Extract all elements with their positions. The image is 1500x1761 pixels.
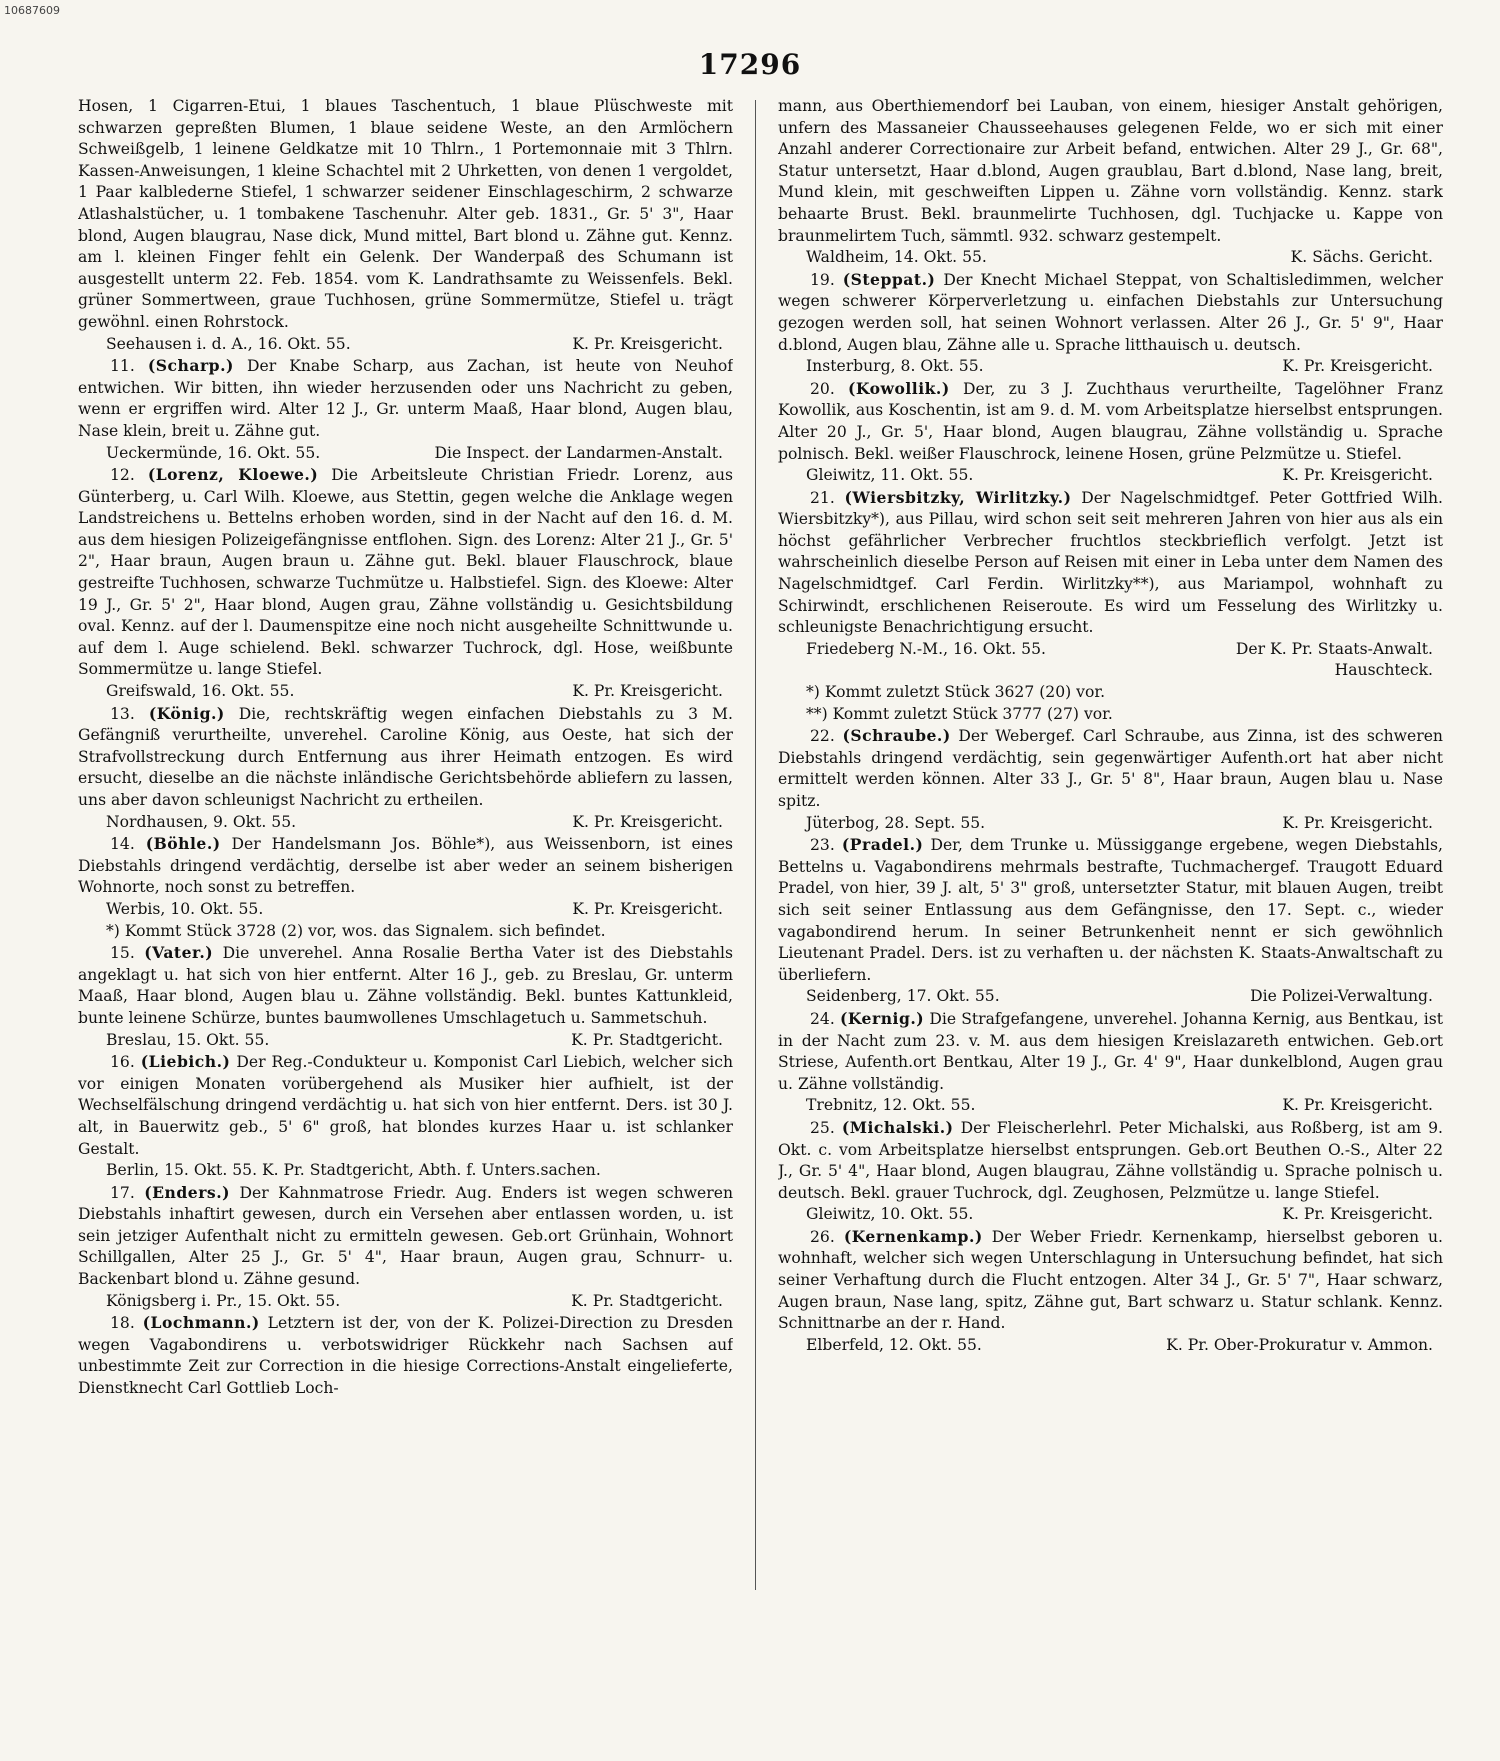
notice-entry: [778, 269, 1443, 356]
signature-place: Werbis, 10. Okt. 55.: [106, 899, 264, 918]
signature-place: Seehausen i. d. A., 16. Okt. 55.: [106, 334, 351, 353]
scan-id: 10687609: [4, 4, 60, 17]
notice-entry: [78, 464, 733, 681]
signature-authority: K. Pr. Kreisgericht.: [1282, 1205, 1433, 1224]
entry-name: (Lochmann.): [142, 1313, 260, 1333]
notice-entry: [778, 1226, 1443, 1335]
signature-place: Insterburg, 8. Okt. 55.: [806, 357, 984, 376]
signature-line: [778, 639, 1443, 661]
entry-text: Der Handelsmann Jos. Böhle*), aus Weissenborn, ist eines Diebstahls dringend verdächtig, derselbe ist aber weder an seinem bisherigen Wohnorte, noch sonst zu betreffen.: [78, 835, 733, 897]
entry-number: 24.: [810, 1009, 835, 1028]
entry-text: Der Weber Friedr. Kernenkamp, hierselbst geboren u. wohnhaft, welcher sich wegen Unterschlagung in Untersuchung befindet, hat sich seiner Verhaftung durch die Flucht entzogen. Alter 34 J., Gr. 5' 7", Haar schwarz, Augen braun, Nase lang, spitz, Zähne gut, Bart schwarz u. Statur schlank. Kennz. Schnittnarbe an der r. Hand.: [778, 1227, 1443, 1333]
signature-place: Berlin, 15. Okt. 55. K. Pr. Stadtgericht, Abth. f. Unters.sachen.: [106, 1161, 601, 1180]
entry-text: Der Fleischerlehrl. Peter Michalski, aus Roßberg, ist am 9. Okt. c. vom Arbeitsplatze hierselbst entsprungen. Geb.ort Beuthen O.-S., Alter 22 J., Gr. 5' 4", Haar blond, Augen blaugrau, Zähne vollständig u. Sprache polnisch u. deutsch. Bekl. grauer Tuchrock, dgl. Zeughosen, Pelzmütze u. lange Stiefel.: [778, 1118, 1443, 1202]
signature-authority: Hauschteck.: [1334, 661, 1433, 680]
signature-authority: K. Pr. Kreisgericht.: [1282, 813, 1433, 832]
signature-line: [778, 813, 1443, 835]
entry-name: (Lorenz, Kloewe.): [147, 465, 319, 485]
signature-line: [78, 812, 733, 834]
entry-number: 15.: [110, 944, 135, 963]
entry-name: (Vater.): [144, 943, 214, 963]
entry-text: Die, rechtskräftig wegen einfachen Diebstahls zu 3 M. Gefängniß verurtheilte, unverehel. Caroline König, aus Oeste, hat sich der Strafvollstreckung durch Entfernung aus ihrer Heimath entzogen. Es wird ersucht, dieselbe an die nächste inländische Gerichtsbehörde abliefern zu lassen, uns aber davon schleunigst Nachricht zu ertheilen.: [78, 704, 733, 809]
entry-text: Der Knabe Scharp, aus Zachan, ist heute von Neuhof entwichen. Wir bitten, ihn wieder herzusenden oder uns Nachricht zu geben, wenn er ergriffen wird. Alter 12 J., Gr. unterm Maaß, Haar blond, Augen blau, Nase klein, breit u. Zähne gut.: [78, 357, 733, 440]
entry-number: 11.: [110, 357, 135, 376]
signature-authority: K. Pr. Kreisgericht.: [572, 334, 723, 353]
signature-place: Ueckermünde, 16. Okt. 55.: [106, 443, 321, 462]
notice-entry: [778, 378, 1443, 465]
signature-line: [778, 1204, 1443, 1226]
entry-text: Die Strafgefangene, unverehel. Johanna Kernig, aus Bentkau, ist in der Nacht zum 23. v. M. aus dem hiesigen Kreislazareth entwichen. Geb.ort Striese, Aufenth.ort Bentkau, Alter 19 J., Gr. 4' 9", Haar dunkelblond, Augen grau u. Zähne vollständig.: [778, 1009, 1443, 1093]
footnote: **) Kommt zuletzt Stück 3777 (27) vor.: [806, 704, 1113, 723]
signature-place: Breslau, 15. Okt. 55.: [106, 1030, 270, 1049]
signature-line: [778, 986, 1443, 1008]
entry-name: (König.): [148, 703, 225, 723]
notice-entry: [78, 1182, 733, 1291]
entry-name: (Liebich.): [140, 1052, 231, 1072]
left-column: [78, 96, 733, 1746]
signature-line: [78, 681, 733, 703]
entry-name: (Wiersbitzky, Wirlitzky.): [844, 487, 1072, 507]
notice-entry: [778, 1117, 1443, 1204]
entry-number: 13.: [110, 704, 135, 723]
signature-line: [778, 356, 1443, 378]
entry-name: (Kernig.): [839, 1008, 925, 1028]
entry-number: 18.: [110, 1314, 135, 1333]
signature-place: Greifswald, 16. Okt. 55.: [106, 682, 295, 701]
entry-name: (Michalski.): [841, 1117, 954, 1137]
entry-number: 16.: [110, 1053, 135, 1072]
entry-text: Letztern ist der, von der K. Polizei-Direction zu Dresden wegen Vagabondirens u. verbotswidriger Rückkehr nach Sachsen auf unbestimmte Zeit zur Correction in die hiesige Corrections-Anstalt eingelieferte, Dienstknecht Carl Gottlieb Loch-: [78, 1314, 733, 1398]
signature-authority: Der K. Pr. Staats-Anwalt.: [1235, 639, 1433, 658]
entry-name: (Kowollik.): [848, 378, 950, 398]
entry-number: 14.: [110, 835, 135, 854]
footnote: *) Kommt zuletzt Stück 3627 (20) vor.: [806, 683, 1106, 702]
entry-name: (Steppat.): [842, 269, 936, 289]
entry-name: (Enders.): [144, 1182, 231, 1202]
signature-line: [78, 1030, 733, 1052]
entry-text: Der Webergef. Carl Schraube, aus Zinna, ist des schweren Diebstahls dringend verdächtig, sein gegenwärtiger Aufenth.ort hat aber nicht ermittelt werden können. Alter 33 J., Gr. 5' 8", Haar braun, Augen blau u. Nase spitz.: [778, 727, 1443, 810]
signature-authority: K. Sächs. Gericht.: [1290, 248, 1433, 267]
signature-authority: K. Pr. Kreisgericht.: [1282, 466, 1433, 485]
signature-place: Gleiwitz, 10. Okt. 55.: [806, 1205, 974, 1224]
signature-authority: K. Pr. Kreisgericht.: [1282, 1096, 1433, 1115]
signature-authority: K. Pr. Kreisgericht.: [1282, 357, 1433, 376]
signature-place: Gleiwitz, 11. Okt. 55.: [806, 466, 974, 485]
page-number: 17296: [698, 48, 802, 81]
entry-number: 19.: [810, 270, 835, 289]
notice-entry: [78, 1051, 733, 1160]
entry-name: (Böhle.): [145, 834, 221, 854]
entry-text: Die unverehel. Anna Rosalie Bertha Vater ist des Diebstahls angeklagt u. hat sich von hier entfernt. Alter 16 J., geb. zu Breslau, Gr. unterm Maaß, Haar blond, Augen blau u. Zähne vollständig. Bekl. buntes Kattunkleid, bunte leinene Schürze, buntes baumwollenes Umschlagetuch u. Sammetschuh.: [78, 944, 733, 1027]
entry-text: Der, zu 3 J. Zuchthaus verurtheilte, Tagelöhner Franz Kowollik, aus Koschentin, ist am 9. d. M. vom Arbeitsplatze hierselbst entsprungen. Alter 20 J., Gr. 5', Haar blond, Augen blaugrau, Zähne vollständig u. Sprache polnisch. Bekl. weißer Flauschrock, leinene Hosen, grüne Pelzmütze u. Stiefel.: [778, 379, 1443, 463]
signature-place: Königsberg i. Pr., 15. Okt. 55.: [106, 1291, 341, 1310]
signature-place: Elberfeld, 12. Okt. 55.: [806, 1335, 982, 1354]
notice-entry: [778, 1008, 1443, 1095]
entry-number: 20.: [810, 379, 835, 398]
entry-number: 12.: [110, 466, 135, 485]
entry-name: (Schraube.): [842, 726, 951, 746]
entry-text: Der Knecht Michael Steppat, von Schaltisledimmen, welcher wegen schwerer Körperverletzung u. einfachen Diebstahls zur Untersuchung gezogen werden soll, hat seinen Wohnort verlassen. Alter 26 J., Gr. 5' 9", Haar d.blond, Augen blau, Zähne alle u. Sprache litthauisch u. deutsch.: [778, 270, 1443, 354]
notice-entry: [778, 487, 1443, 639]
entry-text: Der Nagelschmidtgef. Peter Gottfried Wilh. Wiersbitzky*), aus Pillau, wird schon seit seit mehreren Jahren von hier aus als ein höchst gefährlicher Verbrecher fruchtlos steckbrieflich verfolgt. Jetzt ist wahrscheinlich dieselbe Person auf Reisen mit einer in Leba unter dem Namen des Nagelschmidtgef. Carl Ferdin. Wirlitzky**), aus Mariampol, wohnhaft zu Schirwindt, erschlichenen Reiseroute. Es wird um Fesselung des Wirlitzky u. schleunigste Benachrichtigung ersucht.: [778, 488, 1443, 637]
entry-name: (Scharp.): [147, 356, 234, 376]
notice-entry: [78, 833, 733, 899]
signature-line: [78, 443, 733, 465]
column-divider: [755, 100, 756, 1590]
notice-entry: [78, 355, 733, 442]
signature-place: Friedeberg N.-M., 16. Okt. 55.: [806, 639, 1046, 658]
entry-number: 23.: [810, 836, 835, 855]
signature-place: Jüterbog, 28. Sept. 55.: [806, 813, 986, 832]
signature-authority: Die Polizei-Verwaltung.: [1250, 987, 1433, 1006]
notice-entry: [78, 703, 733, 812]
entry-name: (Kernenkamp.): [843, 1226, 983, 1246]
entry-text: Der, dem Trunke u. Müssiggange ergebene, wegen Diebstahls, Bettelns u. Vagabondirens mehrmals bestrafte, Tuchmachergef. Traugott Eduard Pradel, von hier, 39 J. alt, 5' 3" groß, untersetzter Statur, mit blauen Augen, treibt sich seit seiner Entlassung aus dem Gefängnisse, den 17. Sept. c., wieder vagabondirend herum. In seiner Betrunkenheit nennt er sich gewöhnlich Lieutenant Pradel. Ders. ist zu verhaften u. der nächsten K. Staats-Anwaltschaft zu überliefern.: [778, 836, 1443, 984]
right-column: [778, 96, 1443, 1746]
signature-authority: K. Pr. Stadtgericht.: [571, 1030, 723, 1049]
entry-text: Der Kahnmatrose Friedr. Aug. Enders ist wegen schweren Diebstahls inhaftirt gewesen, durch ein Versehen aber entlassen worden, u. ist sein jetziger Aufenthalt nicht zu ermitteln gewesen. Geb.ort Grünhain, Wohnort Schillgallen, Alter 25 J., Gr. 5' 4", Haar braun, Augen grau, Schnurr- u. Backenbart blond u. Zähne gesund.: [78, 1183, 733, 1289]
signature-authority: K. Pr. Ober-Prokuratur v. Ammon.: [1166, 1335, 1433, 1354]
notice-entry: [78, 942, 733, 1029]
notice-entry: [778, 725, 1443, 812]
signature-authority: Die Inspect. der Landarmen-Anstalt.: [434, 443, 723, 462]
signature-line: [778, 1335, 1443, 1357]
footnote: *) Kommt Stück 3728 (2) vor, wos. das Signalem. sich befindet.: [106, 921, 606, 940]
entry-text: Der Reg.-Condukteur u. Komponist Carl Liebich, welcher sich vor einigen Monaten vorübergehend als Musiker hier aufhielt, ist der Wechselfälschung dringend verdächtig u. hat sich von hier entfernt. Ders. ist 30 J. alt, in Bauerwitz geb., 5' 6" groß, hat blondes kurzes Haar u. ist schlanker Gestalt.: [78, 1053, 733, 1158]
signature-place: Nordhausen, 9. Okt. 55.: [106, 812, 297, 831]
entry-number: 17.: [110, 1183, 135, 1202]
signature-line: [778, 1095, 1443, 1117]
notice-entry: [78, 1312, 733, 1399]
signature-authority: K. Pr. Stadtgericht.: [571, 1291, 723, 1310]
signature-authority: K. Pr. Kreisgericht.: [572, 899, 723, 918]
signature-authority: K. Pr. Kreisgericht.: [572, 812, 723, 831]
signature-line: [78, 899, 733, 921]
signature-line: [78, 334, 733, 356]
signature-line: [778, 465, 1443, 487]
signature-place: Trebnitz, 12. Okt. 55.: [806, 1096, 976, 1115]
signature-line: [778, 247, 1443, 269]
signature-line: [78, 1160, 733, 1182]
entry-number: 22.: [810, 727, 835, 746]
continued-text: mann, aus Oberthiemendorf bei Lauban, von einem, hiesiger Anstalt gehörigen, unfern des Massaneier Chausseehauses gelegenen Felde, wo er sich mit einer Anzahl anderer Correctionaire zur Arbeit befand, entwichen. Alter 29 J., Gr. 68", Statur untersetzt, Haar d.blond, Augen graublau, Bart d.blond, Nase lang, breit, Mund klein, mit geschweiften Lippen u. Zähne vorn vollständig. Kennz. stark behaarte Brust. Bekl. braunmelirte Tuchhosen, dgl. Tuchjacke u. Kappe von braunmelirtem Tuch, sämmtl. 932. schwarz gestempelt.: [778, 97, 1443, 245]
signature-place: Seidenberg, 17. Okt. 55.: [806, 987, 1000, 1006]
notice-entry: [778, 834, 1443, 986]
signature-authority: K. Pr. Kreisgericht.: [572, 682, 723, 701]
signature-line: [778, 660, 1443, 682]
signature-place: Waldheim, 14. Okt. 55.: [806, 248, 987, 267]
entry-number: 25.: [810, 1118, 835, 1137]
continued-text: Hosen, 1 Cigarren-Etui, 1 blaues Taschentuch, 1 blaue Plüschweste mit schwarzen gepreßten Blumen, 1 blaue seidene Weste, an den Armlöchern Schweißgelb, 1 leinene Geldkatze mit 10 Thlrn., 1 Portemonnaie mit 3 Thlrn. Kassen-Anweisungen, 1 kleine Schachtel mit 2 Uhrketten, von denen 1 vergoldet, 1 Paar kalblederne Stiefel, 1 schwarzer seidener Einschlageschirm, 2 schwarze Atlashalstücher, u. 1 tombakene Taschenuhr. Alter geb. 1831., Gr. 5' 3", Haar blond, Augen blaugrau, Nase dick, Mund mittel, Bart blond u. Zähne gut. Kennz. am l. kleinen Finger fehlt ein Gelenk. Der Wanderpaß des Schumann ist ausgestellt unterm 22. Feb. 1854. vom K. Landrathsamte zu Weissenfels. Bekl. grüner Sommertween, graue Tuchhosen, grüne Sommermütze, Stiefel u. trägt gewöhnl. einen Rohrstock.: [78, 97, 733, 331]
entry-number: 21.: [810, 488, 835, 507]
entry-name: (Pradel.): [841, 835, 924, 855]
entry-text: Die Arbeitsleute Christian Friedr. Lorenz, aus Günterberg, u. Carl Wilh. Kloewe, aus Stettin, gegen welche die Anklage wegen Landstreichens u. Bettelns erhoben worden, sind in der Nacht auf den 16. d. M. aus dem hiesigen Polizeigefängnisse entflohen. Sign. des Lorenz: Alter 21 J., Gr. 5' 2", Haar braun, Augen braun u. Zähne gut. Bekl. blauer Flauschrock, blaue gestreifte Tuchhosen, schwarze Tuchmütze u. Halbstiefel. Sign. des Kloewe: Alter 19 J., Gr. 5' 2", Haar blond, Augen grau, Zähne vollständig u. Gesichtsbildung oval. Kennz. auf der l. Daumenspitze eine noch nicht ausgeheilte Schnittwunde u. auf dem l. Auge schielend. Bekl. schwarzer Tuchrock, dgl. Hose, weißbunte Sommermütze u. lange Stiefel.: [78, 466, 733, 679]
entry-number: 26.: [810, 1227, 835, 1246]
signature-line: [78, 1291, 733, 1313]
